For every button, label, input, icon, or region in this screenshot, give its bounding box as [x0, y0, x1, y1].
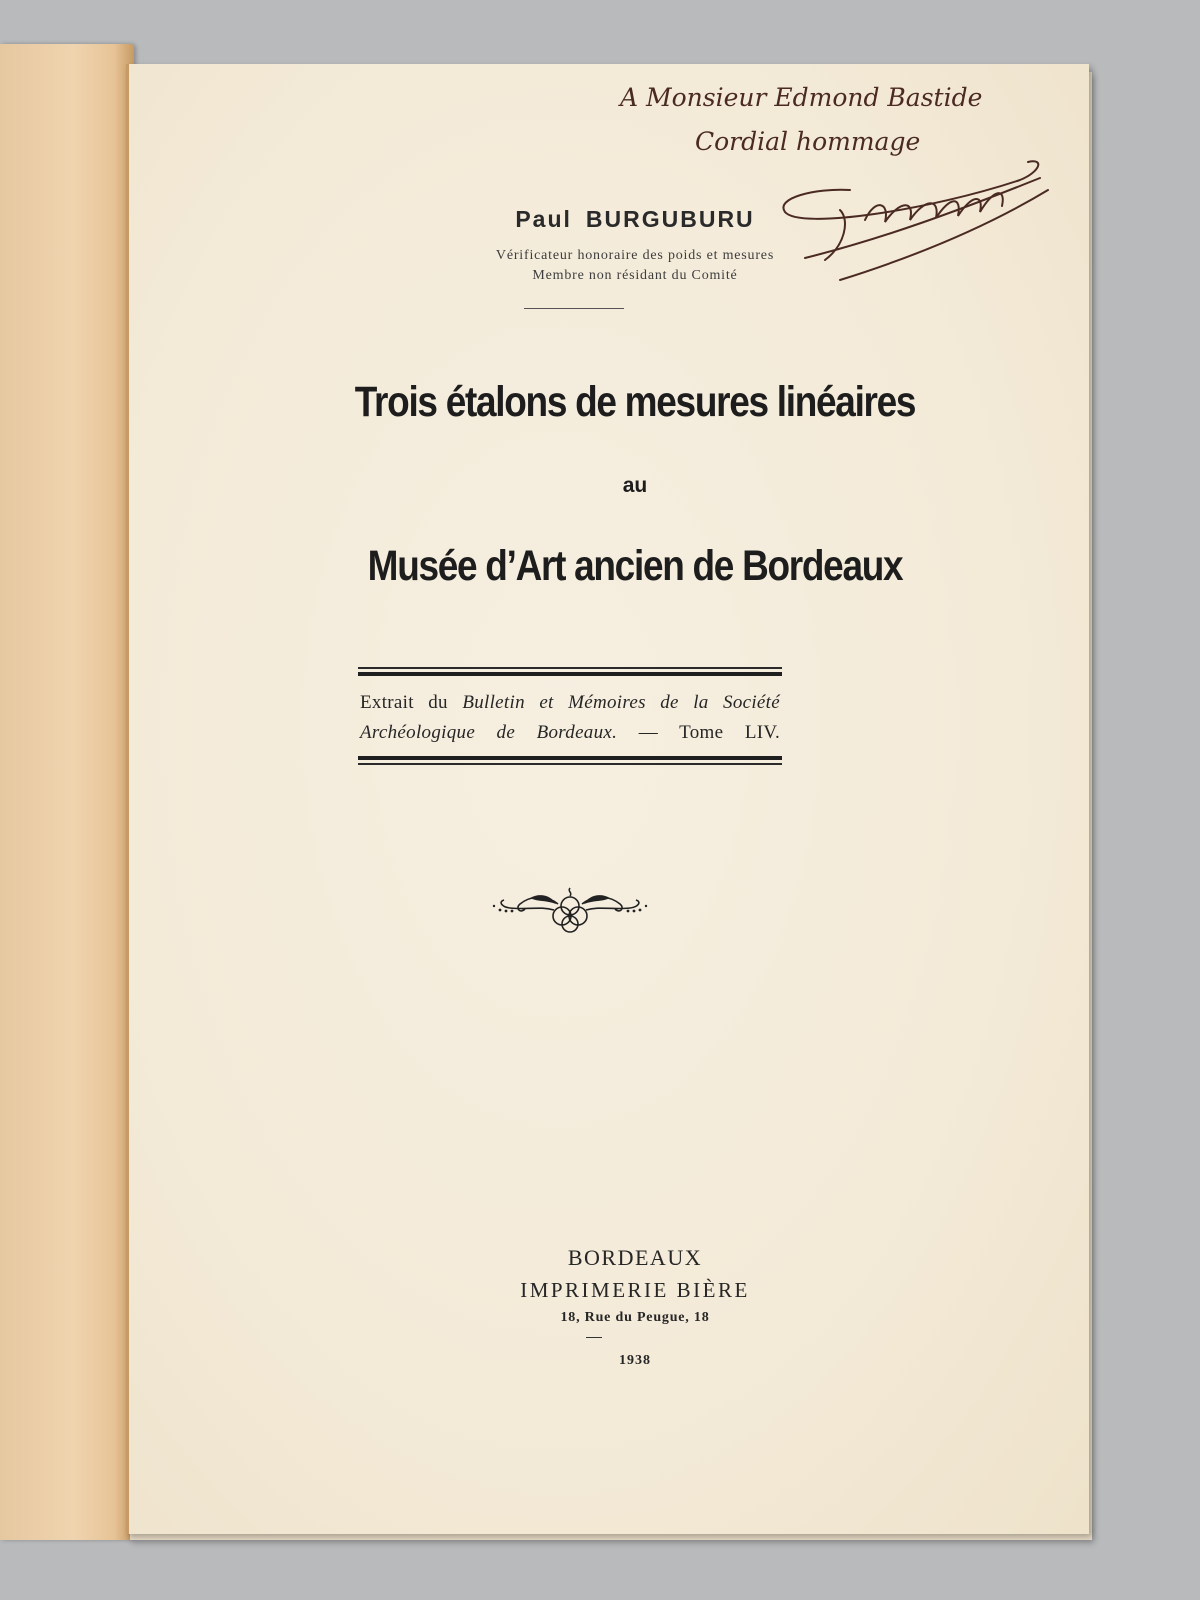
inscription-line-1: A Monsieur Edmond Bastide [620, 83, 983, 112]
title-connector: au [622, 474, 648, 497]
author-last-name: BURGUBURU [585, 206, 755, 232]
left-page [0, 44, 134, 1540]
author-role-2: Membre non résidant du Comité [532, 268, 738, 283]
title-line-1: Trois étalons de mesures linéaires [354, 378, 916, 426]
inscription-line-2: Cordial hommage [695, 127, 921, 156]
imprint-printer: IMPRIMERIE BIÈRE [520, 1278, 750, 1302]
extract-line-2 [360, 722, 780, 744]
author-name [135, 206, 1135, 233]
title-line-2: Musée d’Art ancien de Bordeaux [367, 542, 903, 590]
extract-line-1 [360, 692, 780, 714]
extract-rule-bottom-thick [358, 756, 782, 760]
imprint-year: 1938 [619, 1353, 651, 1368]
extract-rule-bottom-thin [358, 763, 782, 765]
author-role-1: Vérificateur honoraire des poids et mesures [495, 248, 775, 263]
extract-prefix: Extrait du [360, 692, 448, 713]
extract-rule-top-thin [358, 667, 782, 669]
extract-bulletin: Bulletin et Mémoires de la Société [462, 692, 780, 713]
separator-rule [524, 308, 624, 309]
extract-tome: — Tome LIV. [638, 722, 780, 743]
handwritten-inscription [600, 70, 1080, 300]
imprint-separator [586, 1337, 602, 1338]
author-first-name: Paul [515, 206, 572, 232]
imprint-city: BORDEAUX [567, 1245, 703, 1270]
ornament-icon [490, 884, 650, 944]
imprint-address: 18, Rue du Peugue, 18 [560, 1310, 710, 1325]
extract-society: Archéologique de Bordeaux. [360, 722, 618, 743]
extract-rule-top-thick [358, 672, 782, 676]
